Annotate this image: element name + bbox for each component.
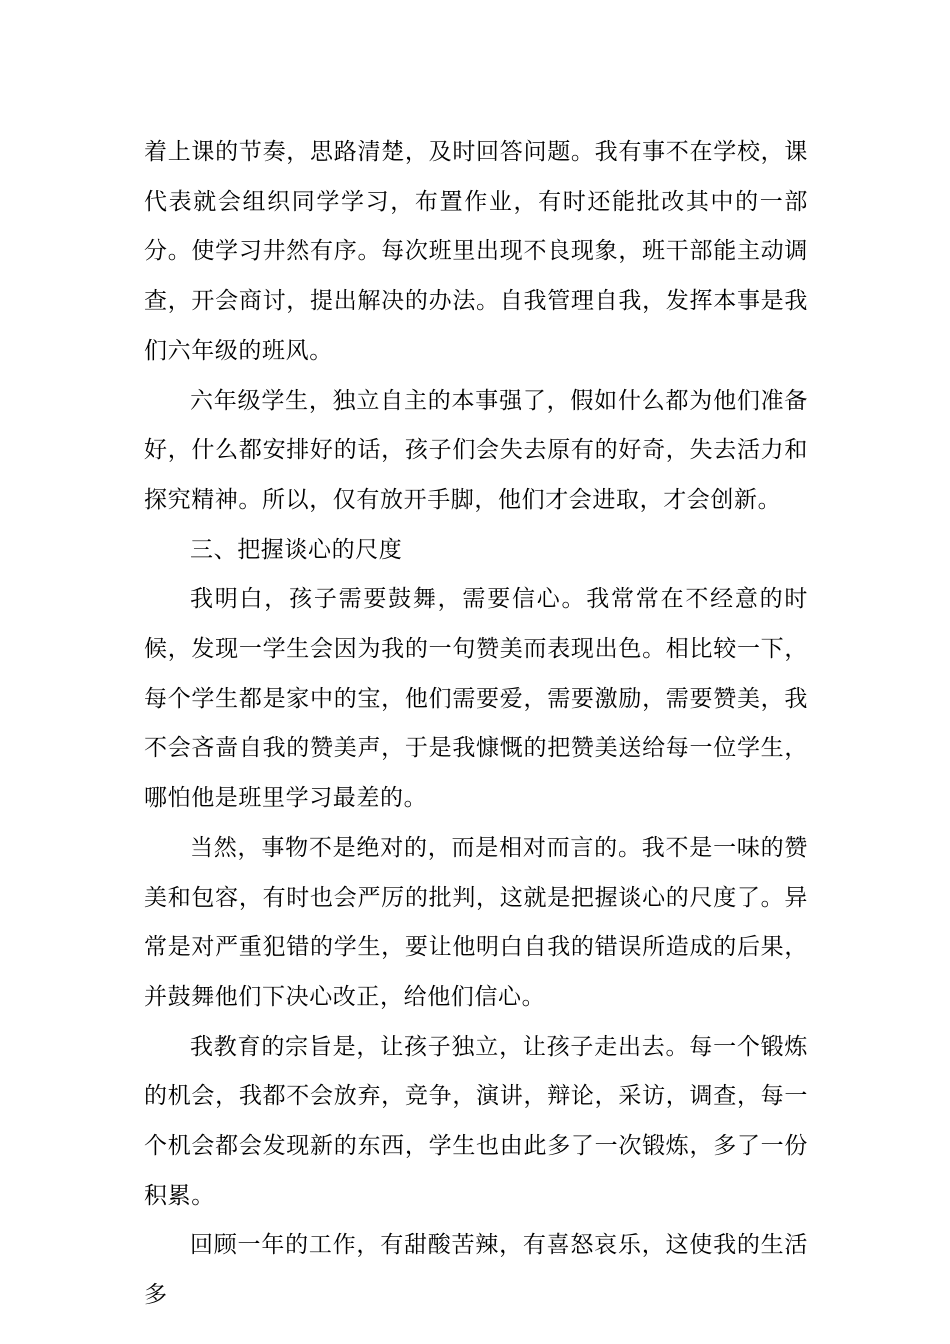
body-text	[144, 128, 808, 1321]
section-heading: 三、把握谈心的尺度	[190, 536, 403, 563]
paragraph: 当然，事物不是绝对的，而是相对而言的。我不是一味的赞美和包容，有时也会严厉的批判，这就是把握谈心的尺度了。异常是对严重犯错的学生，要让他明白自我的错误所造成的后果，并鼓舞他们下决心改正，给他们信心。	[144, 834, 808, 1010]
paragraph-continued: 着上课的节奏，思路清楚，及时回答问题。我有事不在学校，课代表就会组织同学学习，布置作业，有时还能批改其中的一部分。使学习井然有序。每次班里出现不良现象，班干部能主动调查，开会商讨，提出解决的办法。自我管理自我，发挥本事是我们六年级的班风。	[144, 139, 808, 364]
paragraph: 我教育的宗旨是，让孩子独立，让孩子走出去。每一个锻炼的机会，我都不会放弃，竞争，演讲，辩论，采访，调查，每一个机会都会发现新的东西，学生也由此多了一次锻炼，多了一份积累。	[144, 1033, 808, 1209]
paragraph: 我明白，孩子需要鼓舞，需要信心。我常常在不经意的时候，发现一学生会因为我的一句赞美而表现出色。相比较一下，每个学生都是家中的宝，他们需要爱，需要激励，需要赞美，我不会吝啬自我的赞美声，于是我慷慨的把赞美送给每一位学生，哪怕他是班里学习最差的。	[144, 586, 808, 812]
paragraph: 六年级学生，独立自主的本事强了，假如什么都为他们准备好，什么都安排好的话，孩子们会失去原有的好奇，失去活力和探究精神。所以，仅有放开手脚，他们才会进取，才会创新。	[144, 387, 808, 513]
paragraph-truncated: 回顾一年的工作，有甜酸苦辣，有喜怒哀乐，这使我的生活多	[144, 1232, 808, 1309]
